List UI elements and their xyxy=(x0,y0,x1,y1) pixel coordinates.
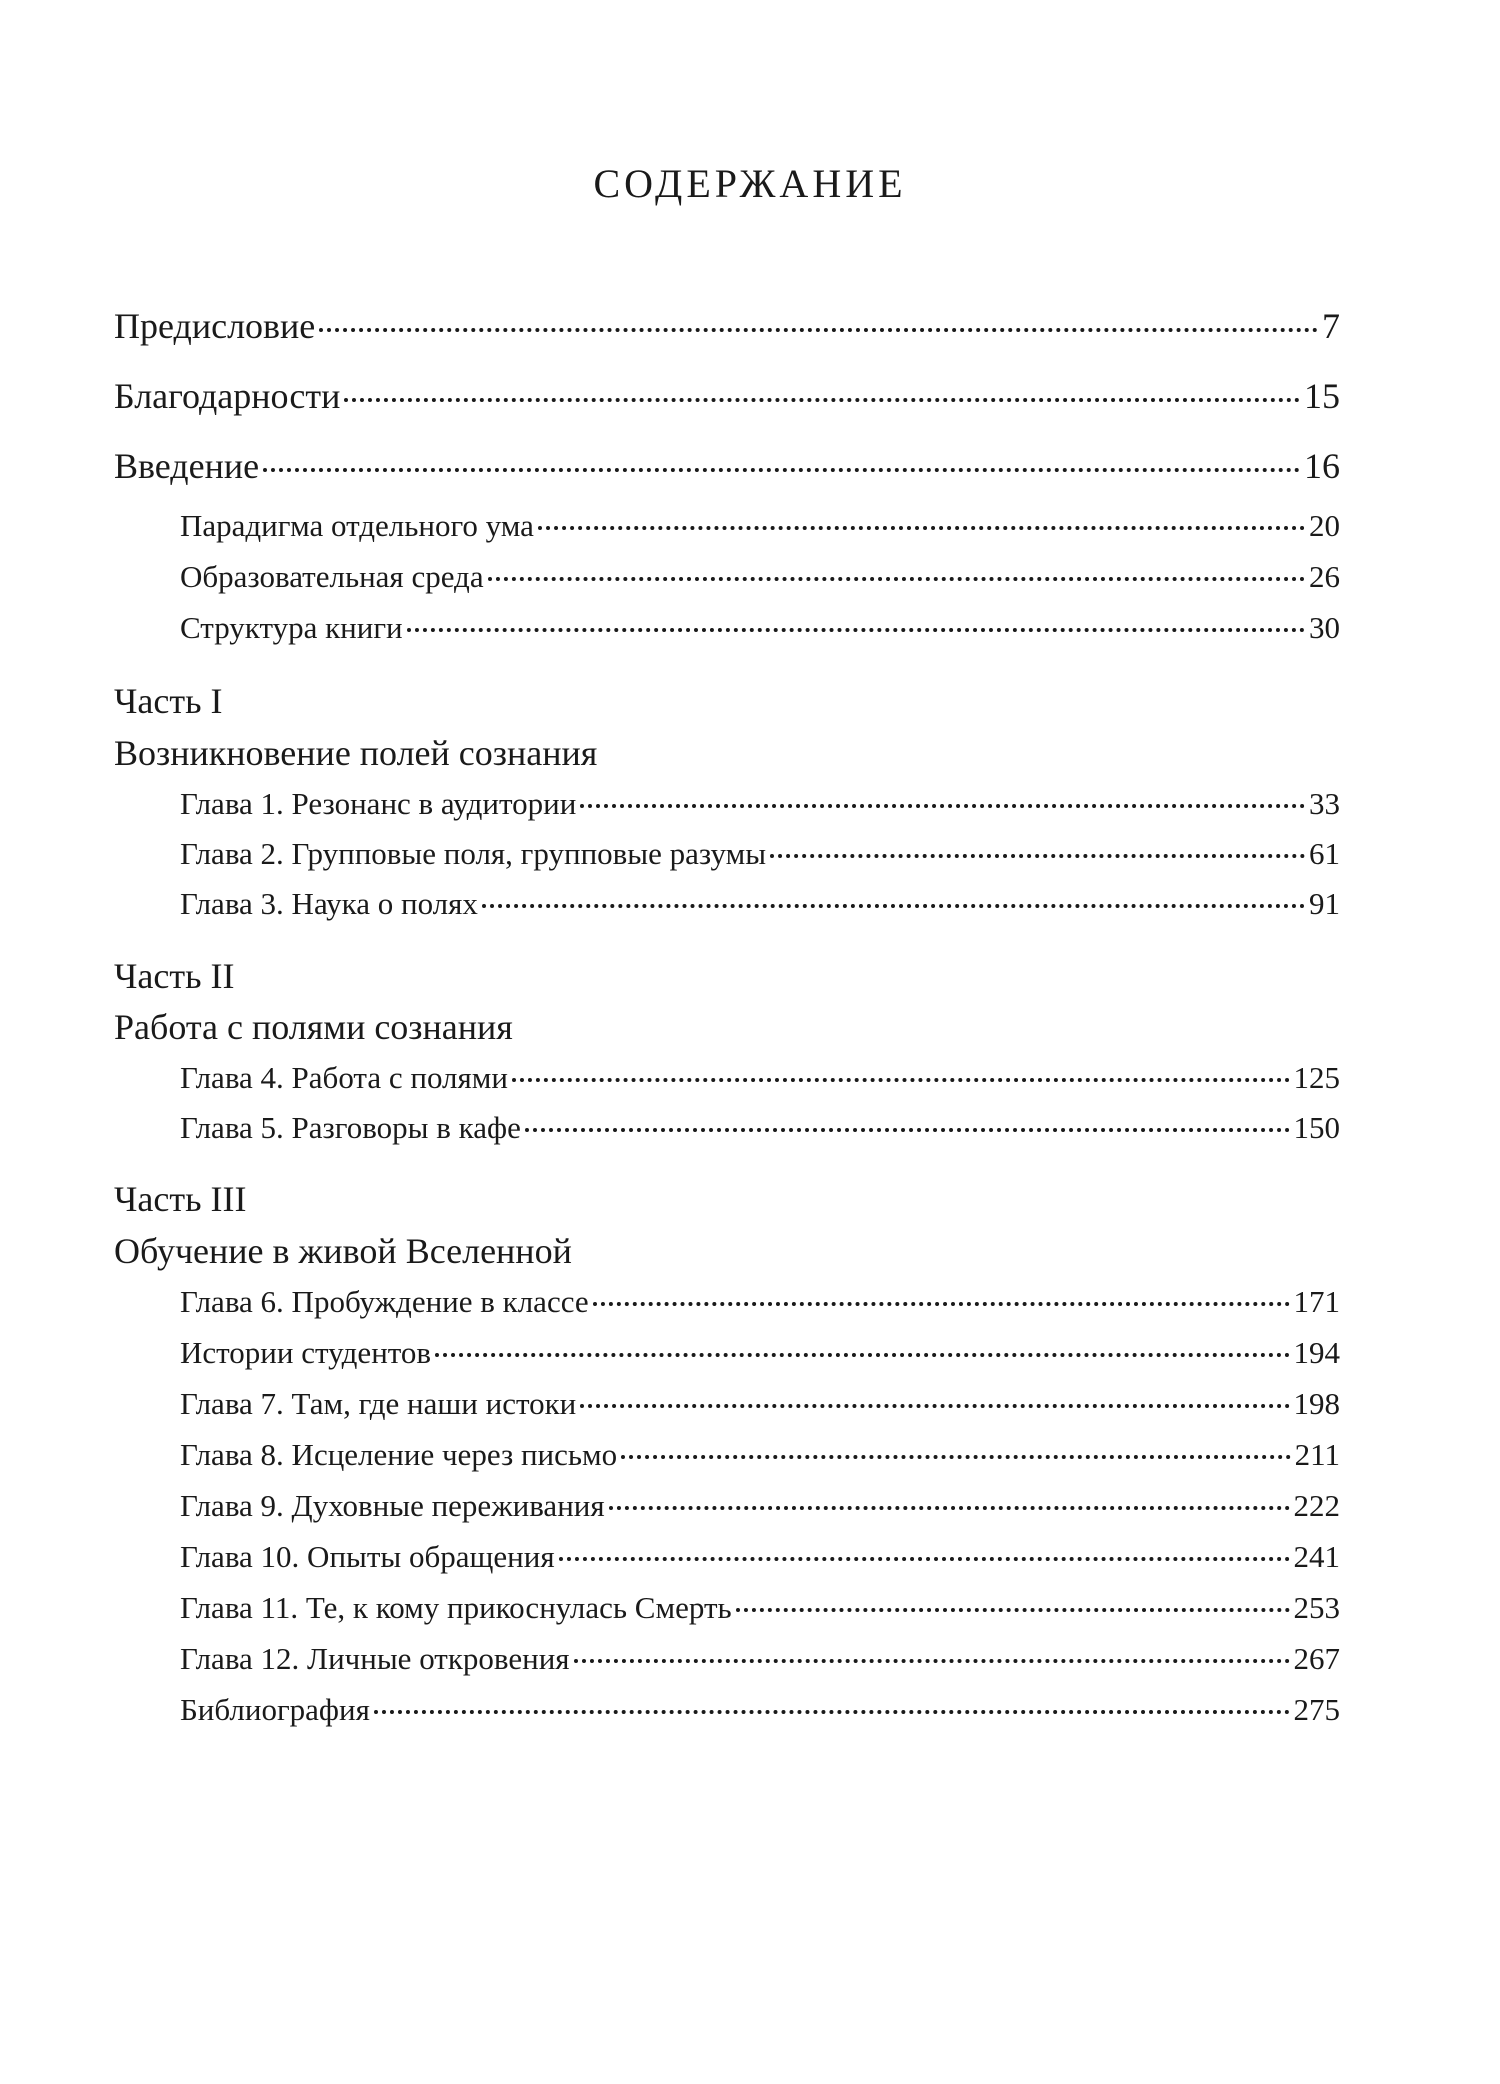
part-heading: Часть I xyxy=(114,681,223,721)
toc-chapter xyxy=(180,1437,1340,1473)
part-title: Обучение в живой Вселенной xyxy=(114,1231,572,1271)
toc-chapter xyxy=(180,1060,1340,1096)
entry-page: 7 xyxy=(1322,306,1340,346)
entry-label: Истории студентов xyxy=(180,1335,432,1370)
entry-page: 241 xyxy=(1293,1539,1340,1574)
entry-page: 211 xyxy=(1294,1437,1340,1472)
dot-leader xyxy=(580,1404,1289,1408)
part-title: Работа с полями сознания xyxy=(114,1007,513,1047)
entry-page: 194 xyxy=(1293,1335,1340,1370)
dot-leader xyxy=(263,468,1300,472)
entry-label: Глава 12. Личные откровения xyxy=(180,1641,570,1676)
entry-page: 91 xyxy=(1309,886,1340,921)
toc-chapter xyxy=(180,1386,1340,1422)
entry-page: 171 xyxy=(1293,1284,1340,1319)
entry-page: 253 xyxy=(1293,1590,1340,1625)
entry-label: Структура книги xyxy=(180,610,403,645)
toc-subentry xyxy=(180,610,1340,646)
entry-label: Библиография xyxy=(180,1692,370,1727)
toc-chapter xyxy=(180,786,1340,822)
entry-label: Глава 10. Опыты обращения xyxy=(180,1539,555,1574)
entry-page: 222 xyxy=(1293,1488,1340,1523)
dot-leader xyxy=(488,577,1305,581)
entry-page: 16 xyxy=(1304,446,1340,486)
toc-chapter xyxy=(180,1590,1340,1626)
entry-label: Глава 5. Разговоры в кафе xyxy=(180,1110,521,1145)
dot-leader xyxy=(580,804,1305,808)
dot-leader xyxy=(374,1710,1290,1714)
toc-chapter xyxy=(180,1488,1340,1524)
entry-label: Глава 2. Групповые поля, групповые разумы xyxy=(180,836,767,871)
entry-page: 198 xyxy=(1293,1386,1340,1421)
dot-leader xyxy=(736,1608,1290,1612)
toc-chapter xyxy=(180,1641,1340,1677)
entry-page: 125 xyxy=(1293,1060,1340,1095)
entry-label: Образовательная среда xyxy=(180,559,484,594)
dot-leader xyxy=(525,1128,1290,1132)
entry-label: Глава 9. Духовные переживания xyxy=(180,1488,605,1523)
page-title: СОДЕРЖАНИЕ xyxy=(593,161,907,206)
entry-label: Введение xyxy=(114,446,260,486)
entry-label: Парадигма отдельного ума xyxy=(180,508,534,543)
dot-leader xyxy=(512,1078,1290,1082)
entry-label: Глава 3. Наука о полях xyxy=(180,886,478,921)
dot-leader xyxy=(574,1659,1290,1663)
dot-leader xyxy=(319,328,1318,332)
toc-subentry xyxy=(180,508,1340,544)
toc-chapter xyxy=(180,1335,1340,1371)
entry-label: Глава 4. Работа с полями xyxy=(180,1060,508,1095)
entry-page: 20 xyxy=(1309,508,1340,543)
entry-page: 267 xyxy=(1293,1641,1340,1676)
entry-label: Благодарности xyxy=(114,376,341,416)
entry-page: 33 xyxy=(1309,786,1340,821)
dot-leader xyxy=(482,904,1305,908)
toc-chapter xyxy=(180,1110,1340,1146)
dot-leader xyxy=(559,1557,1290,1561)
dot-leader xyxy=(593,1302,1290,1306)
toc-entry-preface xyxy=(114,305,1340,347)
toc-chapter xyxy=(180,1284,1340,1320)
entry-page: 275 xyxy=(1293,1692,1340,1727)
toc-entry-introduction xyxy=(114,445,1340,487)
part-title: Возникновение полей сознания xyxy=(114,733,598,773)
entry-label: Глава 11. Те, к кому прикоснулась Смерть xyxy=(180,1590,732,1625)
toc-entry-acknowledgements xyxy=(114,375,1340,417)
entry-page: 15 xyxy=(1304,376,1340,416)
dot-leader xyxy=(538,526,1305,530)
toc-chapter xyxy=(180,1539,1340,1575)
dot-leader xyxy=(407,628,1305,632)
entry-label: Предисловие xyxy=(114,306,316,346)
dot-leader xyxy=(770,854,1305,858)
part-heading: Часть III xyxy=(114,1179,247,1219)
toc-chapter xyxy=(180,836,1340,872)
entry-page: 61 xyxy=(1309,836,1340,871)
entry-label: Глава 6. Пробуждение в классе xyxy=(180,1284,589,1319)
entry-page: 26 xyxy=(1309,559,1340,594)
toc-chapter xyxy=(180,1692,1340,1728)
dot-leader xyxy=(344,398,1300,402)
dot-leader xyxy=(435,1353,1289,1357)
dot-leader xyxy=(621,1455,1290,1459)
entry-label: Глава 1. Резонанс в аудитории xyxy=(180,786,577,821)
entry-label: Глава 8. Исцеление через письмо xyxy=(180,1437,618,1472)
entry-page: 150 xyxy=(1293,1110,1340,1145)
part-heading: Часть II xyxy=(114,956,235,996)
toc-subentry xyxy=(180,559,1340,595)
entry-label: Глава 7. Там, где наши истоки xyxy=(180,1386,577,1421)
entry-page: 30 xyxy=(1309,610,1340,645)
dot-leader xyxy=(609,1506,1290,1510)
toc-chapter xyxy=(180,886,1340,922)
